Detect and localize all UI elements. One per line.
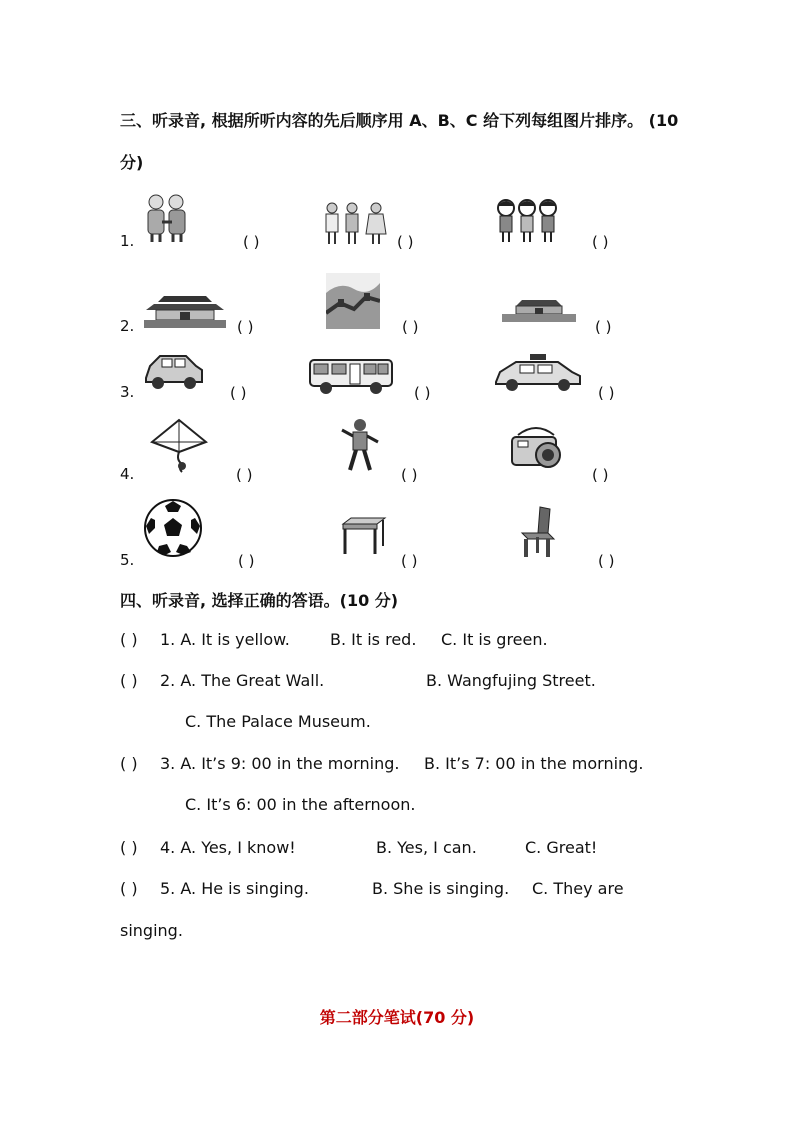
section3-title-line1: 三、听录音, 根据所听内容的先后顺序用 A、B、C 给下列每组图片排序。 (10 xyxy=(120,111,679,130)
row5-col2-answer-paren[interactable]: ( ) xyxy=(401,552,418,570)
q4-answer-paren[interactable]: ( ) xyxy=(120,838,138,857)
tiananmen-picture xyxy=(502,294,576,324)
row1-number: 1. xyxy=(120,232,135,250)
three-children-picture xyxy=(492,196,562,244)
row4-col3-answer-paren[interactable]: ( ) xyxy=(592,466,609,484)
q4-option-b: B. Yes, I can. xyxy=(376,838,477,857)
row3-col2-answer-paren[interactable]: ( ) xyxy=(414,384,431,402)
row2-number: 2. xyxy=(120,317,135,335)
part-two-heading: 第二部分笔试(70 分) xyxy=(319,1008,475,1027)
q2-option-c: C. The Palace Museum. xyxy=(185,712,371,731)
three-people-talking-picture xyxy=(322,200,388,246)
q1-option-b: B. It is red. xyxy=(330,630,417,649)
q5-option-a: 5. A. He is singing. xyxy=(160,879,309,898)
car-picture xyxy=(142,350,206,392)
q3-option-c: C. It’s 6: 00 in the afternoon. xyxy=(185,795,416,814)
row1-col1-answer-paren[interactable]: ( ) xyxy=(243,233,260,251)
bus-picture xyxy=(308,356,394,396)
row3-col3-answer-paren[interactable]: ( ) xyxy=(598,384,615,402)
camera-picture xyxy=(508,425,566,473)
taxi-picture xyxy=(492,352,584,394)
q5-answer-paren[interactable]: ( ) xyxy=(120,879,138,898)
q3-option-b: B. It’s 7: 00 in the morning. xyxy=(424,754,644,773)
row2-col3-answer-paren[interactable]: ( ) xyxy=(595,318,612,336)
row1-col3-answer-paren[interactable]: ( ) xyxy=(592,233,609,251)
row2-col2-answer-paren[interactable]: ( ) xyxy=(402,318,419,336)
football-picture xyxy=(143,498,203,558)
q2-option-a: 2. A. The Great Wall. xyxy=(160,671,325,690)
q2-option-b: B. Wangfujing Street. xyxy=(426,671,596,690)
row2-col1-answer-paren[interactable]: ( ) xyxy=(237,318,254,336)
two-men-shaking-hands-picture xyxy=(142,192,192,244)
row3-number: 3. xyxy=(120,383,135,401)
kite-picture xyxy=(148,418,210,474)
section4-title: 四、听录音, 选择正确的答语。(10 分) xyxy=(120,591,399,610)
row3-col1-answer-paren[interactable]: ( ) xyxy=(230,384,247,402)
q4-option-a: 4. A. Yes, I know! xyxy=(160,838,296,857)
q5-option-b: B. She is singing. xyxy=(372,879,510,898)
q3-answer-paren[interactable]: ( ) xyxy=(120,754,138,773)
q2-answer-paren[interactable]: ( ) xyxy=(120,671,138,690)
q4-option-c: C. Great! xyxy=(525,838,598,857)
q1-option-a: 1. A. It is yellow. xyxy=(160,630,290,649)
row1-col2-answer-paren[interactable]: ( ) xyxy=(397,233,414,251)
desk-picture xyxy=(341,516,387,556)
great-wall-picture xyxy=(326,273,380,329)
q5-option-c: C. They are xyxy=(532,879,624,898)
section3-title-line2: 分) xyxy=(120,153,144,172)
q1-option-c: C. It is green. xyxy=(441,630,548,649)
tai-chi-man-picture xyxy=(340,418,380,472)
chair-picture xyxy=(516,505,558,559)
row4-col2-answer-paren[interactable]: ( ) xyxy=(401,466,418,484)
row5-number: 5. xyxy=(120,551,135,569)
row4-col1-answer-paren[interactable]: ( ) xyxy=(236,466,253,484)
row5-col1-answer-paren[interactable]: ( ) xyxy=(238,552,255,570)
row5-col3-answer-paren[interactable]: ( ) xyxy=(598,552,615,570)
q3-option-a: 3. A. It’s 9: 00 in the morning. xyxy=(160,754,400,773)
palace-museum-picture xyxy=(144,290,226,330)
q5-option-c-continued: singing. xyxy=(120,921,183,940)
row4-number: 4. xyxy=(120,465,135,483)
q1-answer-paren[interactable]: ( ) xyxy=(120,630,138,649)
